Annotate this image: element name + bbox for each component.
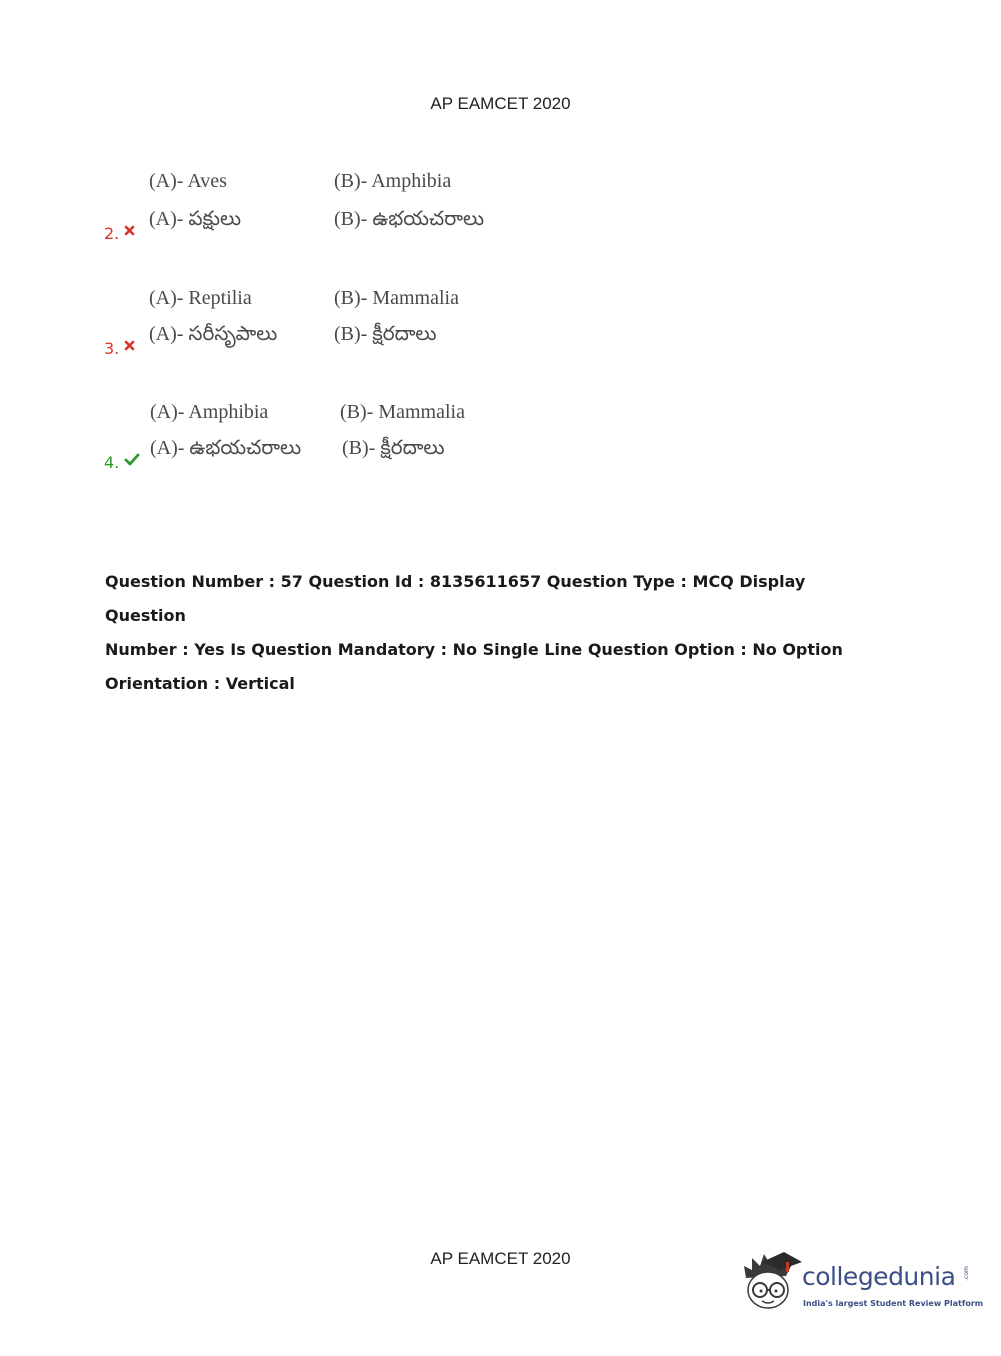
option-a-english: (A)- Reptilia	[149, 287, 252, 309]
question-metadata	[105, 565, 865, 701]
option-a-english: (A)- Amphibia	[150, 401, 269, 423]
metadata-line: Orientation : Vertical	[105, 674, 295, 693]
option-a-english: (A)- Aves	[149, 170, 227, 192]
answer-option-3	[104, 285, 624, 365]
answer-option-2	[104, 168, 624, 248]
option-b-telugu: (B)- ఉభయచరాలు	[334, 208, 485, 230]
option-a-telugu: (A)- పక్షులు	[149, 208, 242, 230]
logo-tagline: India's largest Student Review Platform	[803, 1299, 984, 1308]
checkmark-icon	[124, 453, 140, 466]
option-b-english: (B)- Mammalia	[334, 287, 459, 309]
logo-wordmark: collegedunia	[802, 1262, 956, 1291]
page-footer: AP EAMCET 2020	[430, 1249, 571, 1268]
mascot-icon	[740, 1248, 804, 1318]
option-number: 2.	[104, 224, 120, 243]
option-b-english: (B)- Amphibia	[334, 170, 452, 192]
option-a-telugu: (A)- సరీసృపాలు	[149, 323, 278, 345]
logo-domain: .com	[962, 1266, 970, 1281]
option-b-telugu: (B)- క్షీరదాలు	[342, 437, 445, 459]
option-b-telugu: (B)- క్షీరదాలు	[334, 323, 437, 345]
option-number: 4.	[104, 453, 120, 472]
collegedunia-logo	[740, 1248, 984, 1318]
option-number: 3.	[104, 339, 120, 358]
option-a-telugu: (A)- ఉభయచరాలు	[150, 437, 302, 459]
metadata-line: Number : Yes Is Question Mandatory : No Single Line Question Option : No Option	[105, 640, 843, 659]
answer-option-4	[104, 399, 624, 479]
cross-icon	[124, 340, 135, 351]
cross-icon	[124, 225, 135, 236]
metadata-line: Question Number : 57 Question Id : 8135611657 Question Type : MCQ Display Question	[105, 572, 806, 625]
option-b-english: (B)- Mammalia	[340, 401, 465, 423]
page-header: AP EAMCET 2020	[430, 94, 571, 113]
